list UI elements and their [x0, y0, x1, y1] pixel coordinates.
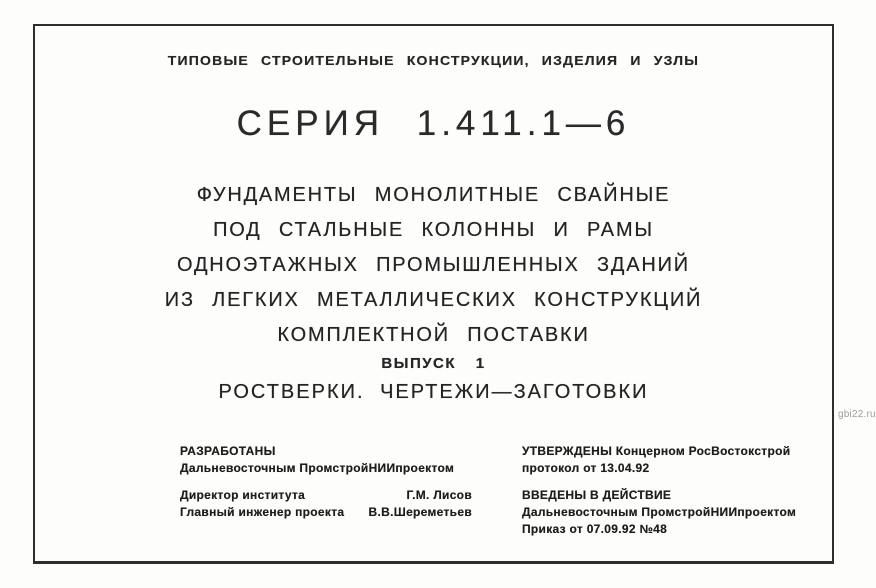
developed-label: РАЗРАБОТАНЫ [180, 444, 276, 458]
signatory-role: Директор института [180, 488, 306, 502]
site-watermark: gbi22.ru [838, 409, 876, 420]
document-header: ТИПОВЫЕ СТРОИТЕЛЬНЫЕ КОНСТРУКЦИИ, ИЗДЕЛИЯ И УЗЛЫ [167, 52, 700, 68]
approved-line-1: УТВЕРЖДЕНЫ Концерном РосВостокстрой [522, 444, 791, 458]
enacted-org: Дальневосточным ПромстройНИИпроектом [522, 505, 797, 519]
main-title-line-3: ОДНОЭТАЖНЫХ ПРОМЫШЛЕННЫХ ЗДАНИЙ [177, 254, 690, 276]
spacer [180, 477, 472, 487]
signatory-row [180, 504, 472, 521]
signatory-name: Г.М. Лисов [406, 488, 472, 502]
main-title-line-2: ПОД СТАЛЬНЫЕ КОЛОННЫ И РАМЫ [213, 219, 654, 241]
spacer [522, 477, 802, 487]
enacted-order: Приказ от 07.09.92 №48 [522, 522, 668, 536]
developed-org: Дальневосточным ПромстройНИИпроектом [180, 461, 455, 475]
main-title-line-1: ФУНДАМЕНТЫ МОНОЛИТНЫЕ СВАЙНЫЕ [196, 184, 671, 206]
approved-line-2: протокол от 13.04.92 [522, 461, 650, 475]
main-title [35, 178, 832, 353]
enacted-label: ВВЕДЕНЫ В ДЕЙСТВИЕ [522, 488, 672, 502]
signatory-name: В.В.Шереметьев [368, 505, 472, 519]
signatory-role: Главный инженер проекта [180, 505, 345, 519]
document-subtitle: РОСТВЕРКИ. ЧЕРТЕЖИ—ЗАГОТОВКИ [218, 381, 649, 403]
main-title-line-5: КОМПЛЕКТНОЙ ПОСТАВКИ [277, 324, 590, 346]
signatory-row [180, 487, 472, 504]
series-title: СЕРИЯ 1.411.1—6 [236, 104, 631, 143]
issue-number: ВЫПУСК 1 [381, 355, 486, 372]
developed-by-block [180, 443, 472, 521]
approved-by-block [522, 443, 802, 538]
document-frame-border [33, 24, 834, 564]
main-title-line-4: ИЗ ЛЕГКИХ МЕТАЛЛИЧЕСКИХ КОНСТРУКЦИЙ [164, 289, 703, 311]
